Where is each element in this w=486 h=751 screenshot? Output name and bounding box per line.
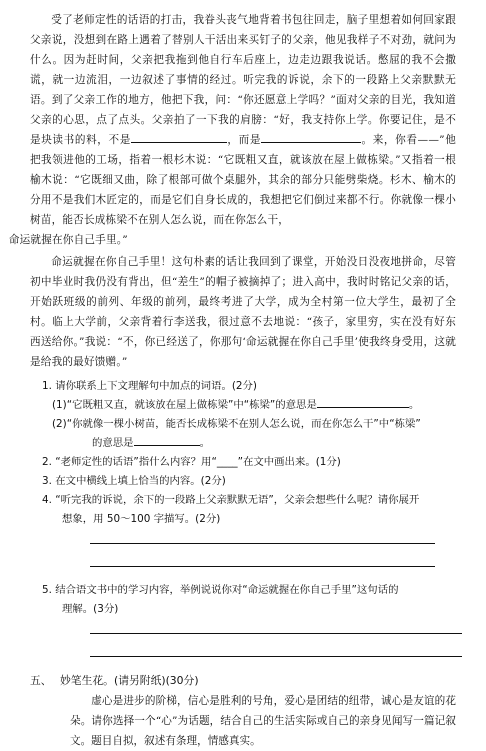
passage-p1-part-c: 。来，你看——”他把我领进他的工场，指着一根杉木说：“它既粗又直，就该放在屋上做栋梁。”又指着一根榆木说：“它既细又曲，除了根部可做个桌腿外，其余的部分只能劈柴烧。杉木、榆木的分用不是我们木匠定的，而是它们自身长成的，我想把它们倒过来都不行。你就像一棵小树苗，能否长成栋梁不在别人怎么说，而在你怎么干， — [30, 134, 456, 226]
answer-line[interactable] — [90, 543, 435, 544]
passage-paragraph-1 — [8, 10, 456, 250]
question-1-2-text: 的意思是 — [92, 437, 134, 449]
question-5: 5. 结合语文书中的学习内容，举例说说你对“命运就握在你自己手里”这句话的 — [42, 584, 399, 596]
answer-line[interactable] — [90, 633, 462, 634]
question-1-2: (2)“你就像一棵小树苗，能否长成栋梁不在别人怎么说，而在你怎么干”中“栋梁” — [52, 418, 421, 430]
section-5-prompt: 虚心是进步的阶梯，信心是胜利的号角，爱心是团结的纽带，诚心是友谊的花朵。请你选择一个“心”为话题，结合自己的生活实际或自己的亲身见闻写一篇记叙文。题目自拟，叙述有条理，情感真实。 — [70, 695, 456, 747]
passage-p1-part-b: ，而是 — [226, 134, 262, 146]
passage-p1-part-d: 命运就握在你自己手里。” — [8, 234, 128, 246]
question-4: 4. “听完我的诉说，余下的一段路上父亲默默无语”，父亲会想些什么呢？请你展开 — [42, 494, 420, 506]
answer-line[interactable] — [90, 656, 462, 657]
answer-blank-1-2[interactable] — [134, 445, 200, 446]
answer-line[interactable] — [90, 566, 435, 567]
answer-area-4[interactable] — [30, 543, 456, 567]
answer-area-5[interactable] — [30, 633, 456, 657]
question-2: 2. “老师定性的话语”指什么内容？用“____”在文中画出来。(1分) — [42, 456, 341, 468]
section-5-number: 五、 — [30, 674, 52, 687]
section-5-heading — [30, 671, 456, 691]
fill-blank-2[interactable] — [261, 142, 361, 143]
question-5-cont: 理解。(3分) — [62, 603, 119, 615]
passage-p1-part-a: 受了老师定性的话语的打击，我眷头丧气地背着书包往回走，脑子里想着如何回家跟父亲说，没想到在路上遇着了替别人干活出来买钉子的父亲，他见我样子不对劲，就问为什么。因为赶时间，父亲把我拖到他自行车后座上，边走边跟我说话。憋屈的我不会撒谎，就一边流泪，一边叙述了事情的经过。听完我的诉说，余下的一段路上父亲默默无语。到了父亲工作的地方，他把下我，问：“你还愿意上学吗？”面对父亲的目光，我知道父亲的心思，点了点头。父亲拍了一下我的肩膀：“好，我支持你上学。你要记住，是不是块读书的料，不是 — [30, 14, 456, 146]
fill-blank-1[interactable] — [131, 142, 227, 143]
passage-paragraph-2: 命运就握在你自己手里！这句朴素的话让我回到了课堂，开始没日没夜地拼命，尽管初中毕业时我仍没有背出，但“差生”的帽子被摘掉了；进入高中，我时时铭记父亲的话，开始跃班级的前列、年级的前列，最终考进了大学，成为全村第一位大学生，最初了全村。临上大学前，父亲背着行李送我，很过意不去地说：“孩子，家里穷，实在没有好东西送给你。”我说：“不，你已经送了，你那句‘命运就握在你自己手里’使我终身受用，这就是给我的最好馈赠。” — [30, 256, 456, 368]
question-1: 1. 请你联系上下文理解句中加点的词语。(2分) — [42, 380, 257, 392]
section-5-title: 妙笔生花。(请另附纸)(30分) — [60, 674, 199, 687]
question-1-2-cont: 的意思是 。 — [92, 437, 210, 449]
section-5 — [30, 671, 456, 751]
question-1-1: (1)“它既粗又直，就该放在屋上做栋梁”中“栋梁”的意思是 。 — [52, 399, 420, 411]
questions-block — [30, 377, 456, 657]
question-3: 3. 在文中横线上填上恰当的内容。(2分) — [42, 475, 226, 487]
question-4-cont: 想象，用 50～100 字描写。(2分) — [62, 513, 221, 525]
answer-blank-1-1[interactable] — [317, 407, 409, 408]
question-1-1-text: (1)“它既粗又直，就该放在屋上做栋梁”中“栋梁”的意思是 — [52, 399, 317, 411]
